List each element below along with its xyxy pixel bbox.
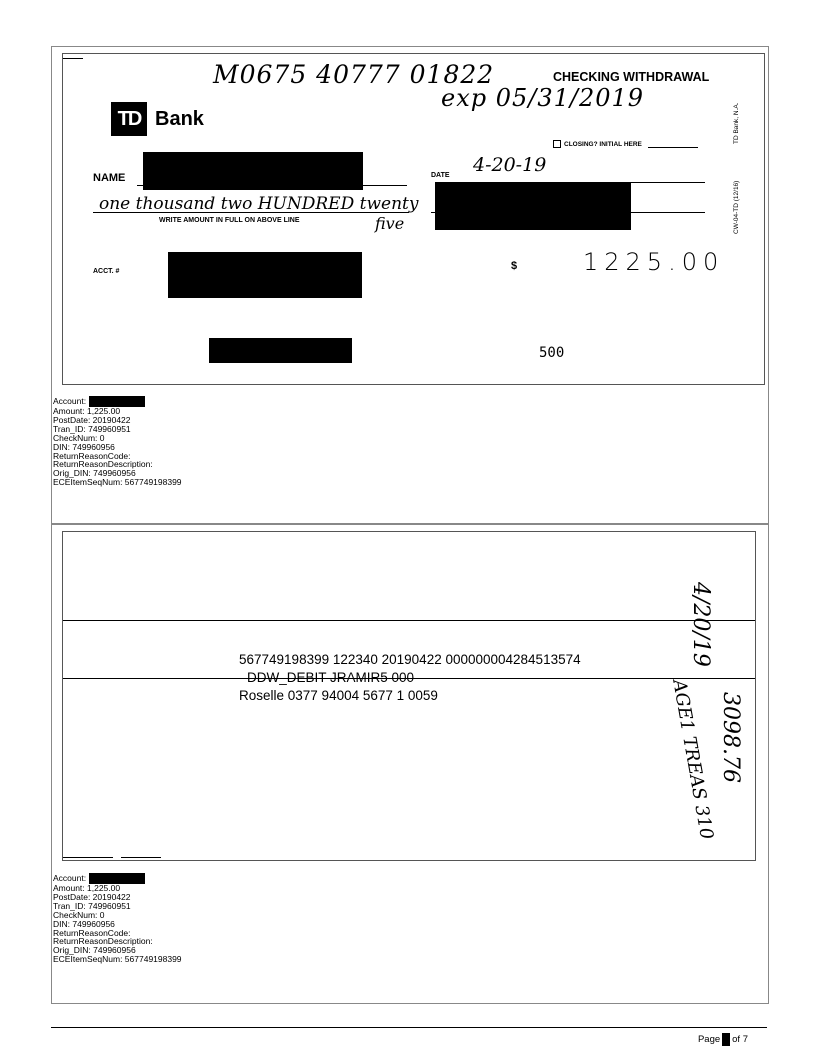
info-line: Amount: 1,225.00 — [53, 406, 121, 416]
info-line: ECEItemSeqNum: 567749198399 — [53, 477, 182, 488]
account-row: Account: — [53, 873, 182, 884]
closing-initial-line — [648, 141, 698, 148]
name-redaction — [143, 152, 363, 190]
check-back-image — [62, 531, 756, 861]
page-total: of 7 — [732, 1034, 748, 1045]
micr-redaction — [209, 338, 352, 363]
endorsement-line-3: Roselle 0377 94004 5677 1 0059 — [239, 688, 438, 703]
endorsement-line-2: DDW_DEBIT JRAMIR5 000 — [247, 670, 415, 685]
info-line: Orig_DIN: 749960956 — [53, 468, 136, 479]
closing-checkbox — [553, 140, 561, 148]
info-line: ReturnReasonCode: — [53, 927, 131, 938]
amount-words-line — [93, 212, 409, 213]
bottom-edge-mark-2 — [121, 857, 161, 858]
info-line: PostDate: 20190422 — [53, 891, 131, 902]
amount-numeric: 1225.00 — [583, 248, 725, 276]
info-line: DIN: 749960956 — [53, 441, 115, 452]
signature-redaction — [435, 182, 631, 230]
footer-rule — [51, 1027, 767, 1028]
info-line: Orig_DIN: 749960956 — [53, 945, 136, 956]
td-logo-mark: TD — [111, 102, 147, 136]
check-front-panel — [51, 46, 769, 524]
info-line: Tran_ID: 749960951 — [53, 423, 131, 434]
info-line: CheckNum: 0 — [53, 432, 105, 443]
handwritten-note: AGE1 TREAS 310 — [668, 678, 718, 842]
info-line: ReturnReasonDescription: — [53, 936, 153, 947]
account-row: Account: — [53, 396, 182, 407]
closing-initial — [553, 140, 698, 148]
acct-label: ACCT. # — [93, 268, 120, 275]
page-number-redaction — [722, 1033, 730, 1046]
closing-label: CLOSING? INITIAL HERE — [564, 140, 642, 148]
bank-name: Bank — [155, 107, 204, 130]
account-redaction — [168, 252, 362, 298]
info-line: Amount: 1,225.00 — [53, 883, 121, 893]
handwritten-date: 4/20/19 — [688, 582, 713, 667]
amount-words-caption: WRITE AMOUNT IN FULL ON ABOVE LINE — [159, 217, 300, 224]
info-line: Tran_ID: 749960951 — [53, 900, 131, 911]
check-front-image — [62, 53, 765, 385]
date-label: DATE — [431, 172, 450, 179]
side-label-form: CW-04-TD (12/16) — [733, 180, 740, 234]
handwritten-expiration: exp 05/31/2019 — [441, 84, 645, 112]
bank-logo — [111, 102, 204, 136]
endorse-line-top — [63, 620, 755, 621]
side-label-bank: TD Bank, N.A. — [733, 102, 740, 144]
page-label: Page — [697, 1034, 721, 1045]
bottom-code: 500 — [539, 345, 565, 361]
info-line: DIN: 749960956 — [53, 918, 115, 929]
info-line: ReturnReasonCode: — [53, 450, 131, 461]
handwritten-amount: 3098.76 — [718, 692, 743, 783]
info-line: CheckNum: 0 — [53, 909, 105, 920]
info-line: PostDate: 20190422 — [53, 414, 131, 425]
bottom-edge-mark — [63, 857, 113, 858]
check-title: CHECKING WITHDRAWAL — [553, 70, 710, 84]
check-back-panel — [51, 524, 769, 1004]
amount-in-words: one thousand two HUNDRED twenty — [99, 194, 419, 214]
amount-in-words-cont: five — [375, 214, 405, 233]
crop-mark — [63, 58, 83, 59]
dollar-sign: $ — [511, 260, 518, 272]
info-line: ECEItemSeqNum: 567749198399 — [53, 954, 182, 965]
name-label: NAME — [93, 172, 126, 184]
back-item-info — [53, 873, 182, 964]
page-indicator — [698, 1033, 748, 1046]
handwritten-ids: M0675 40777 01822 — [213, 60, 495, 89]
info-line: ReturnReasonDescription: — [53, 459, 153, 470]
front-item-info — [53, 396, 182, 487]
date-value: 4-20-19 — [473, 154, 547, 176]
endorsement-line-1: 567749198399 122340 20190422 000000004284513574 — [239, 652, 581, 667]
